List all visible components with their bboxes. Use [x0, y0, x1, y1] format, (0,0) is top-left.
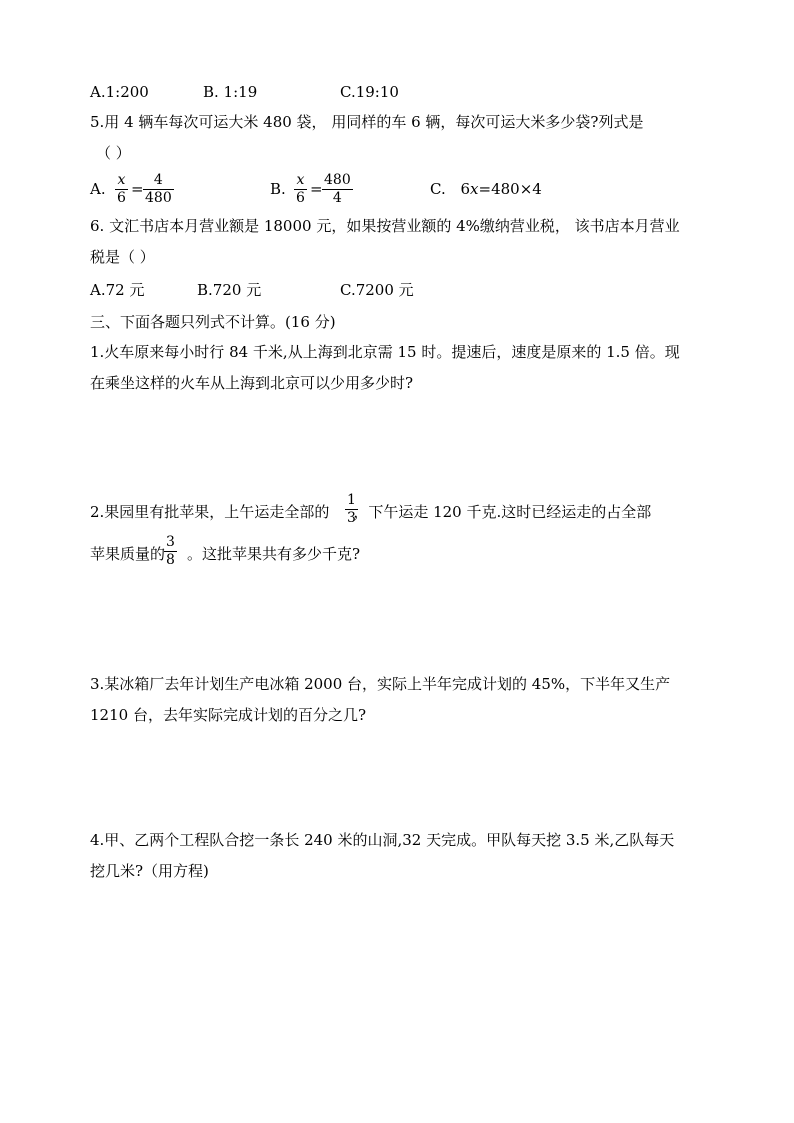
problem-2-text-after: ，下午运走 120 千克.这时已经运走的占全部 [353, 503, 652, 521]
problem-2-text-before: 苹果质量的 [90, 545, 166, 563]
fraction-numerator: 1 [347, 492, 356, 508]
fraction-denominator: 8 [166, 552, 175, 568]
q5-option-c-variable: x [470, 180, 479, 198]
q4-option-c: C.19:10 [340, 83, 399, 101]
fraction-numerator: 480 [324, 172, 351, 188]
q5-option-c-prefix: 6 [460, 180, 471, 198]
q5-option-a-left-fraction [115, 172, 128, 207]
problem-4-line1: 4.甲、乙两个工程队合挖一条长 240 米的山洞,32 天完成。甲队每天挖 3.5 米,乙队每天 [90, 831, 675, 849]
fraction-numerator: x [117, 172, 126, 188]
q5-option-b-left-fraction [294, 172, 307, 207]
q4-option-b: B. 1:19 [203, 83, 258, 101]
fraction-denominator: 4 [332, 190, 342, 206]
problem-2-fraction-three-eighths [164, 534, 177, 569]
q5-option-c-letter: C. [430, 180, 446, 198]
problem-4-line2: 挖几米?（用方程) [90, 862, 209, 880]
equals-sign: = [310, 180, 323, 198]
q5-option-b-right-fraction [322, 172, 353, 207]
problem-1-line2: 在乘坐这样的火车从上海到北京可以少用多少时? [90, 374, 414, 392]
problem-2-text-after: 。这批苹果共有多少千克? [187, 545, 361, 563]
fraction-denominator: 3 [347, 510, 356, 526]
fraction-numerator: 4 [153, 172, 163, 188]
q5-option-b-letter: B. [270, 180, 286, 198]
q6-option-a: A.72 元 [90, 281, 145, 299]
q6-option-b: B.720 元 [197, 281, 262, 299]
q5-option-c-rest: =480×4 [478, 180, 542, 198]
fraction-denominator: 6 [117, 190, 126, 206]
q5-answer-blank: （ ） [96, 144, 131, 162]
section-3-heading: 三、下面各题只列式不计算。(16 分) [90, 313, 336, 331]
problem-2-line2 [90, 547, 360, 562]
q4-option-a: A.1:200 [90, 83, 149, 101]
q5-option-c [430, 182, 542, 197]
q5-option-a-right-fraction [143, 172, 174, 207]
q6-text-line1: 6. 文汇书店本月营业额是 18000 元，如果按营业额的 4%缴纳营业税， 该书店本月营业 [90, 217, 680, 235]
q6-option-c: C.7200 元 [340, 281, 414, 299]
problem-1-line1: 1.火车原来每小时行 84 千米,从上海到北京需 15 时。提速后，速度是原来的 1.5 倍。现 [90, 343, 680, 361]
problem-2-fraction-one-third [345, 492, 358, 527]
fraction-numerator: 3 [166, 534, 175, 550]
problem-2-line1 [90, 505, 651, 520]
equals-sign: = [131, 180, 144, 198]
problem-3-line2: 1210 台，去年实际完成计划的百分之几? [90, 706, 366, 724]
q5-text-line1: 5.用 4 辆车每次可运大米 480 袋， 用同样的车 6 辆，每次可运大米多少袋?列式是 [90, 113, 644, 131]
fraction-denominator: 480 [145, 190, 172, 206]
problem-2-text-before: 2.果园里有批苹果，上午运走全部的 [90, 503, 330, 521]
fraction-numerator: x [296, 172, 305, 188]
q6-text-line2: 税是（ ） [90, 248, 155, 266]
q5-option-a-letter: A. [90, 180, 106, 198]
fraction-denominator: 6 [296, 190, 305, 206]
problem-3-line1: 3.某冰箱厂去年计划生产电冰箱 2000 台，实际上半年完成计划的 45%，下半年又生产 [90, 675, 671, 693]
